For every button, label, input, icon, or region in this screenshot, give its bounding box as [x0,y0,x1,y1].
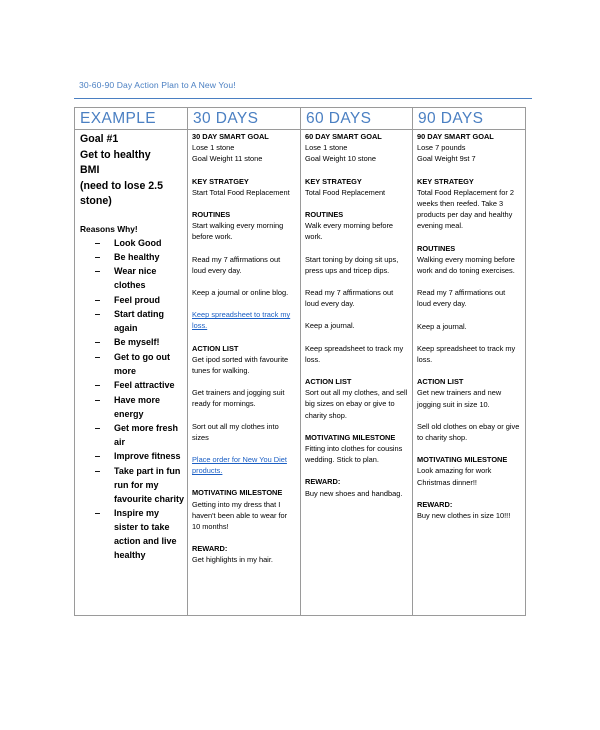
milestone-section [192,487,296,532]
dash-bullet-icon: ‒ [95,294,101,305]
list-item [95,250,187,264]
routine-text: Start walking every morning before work. [192,221,284,242]
routine-item [305,254,408,276]
goal-line: Goal Weight 10 stone [305,154,376,164]
action-text: Get trainers and jogging suit ready for mornings. [192,388,285,409]
action-item [417,421,521,443]
smart-goal-section [192,131,296,165]
reason-text: Get more fresh air [114,423,179,448]
routine-item [305,320,408,331]
goal-line: stone) [80,195,112,207]
strategy-section [305,176,408,198]
section-heading: MOTIVATING MILESTONE [192,488,283,498]
reason-text: Feel proud [114,294,161,305]
action-item [192,387,296,409]
action-section [417,376,521,410]
list-item [95,421,187,449]
dash-bullet-icon: ‒ [95,451,101,462]
section-heading: 90 DAY SMART GOAL [417,132,494,141]
dash-bullet-icon: ‒ [95,465,101,476]
list-item [95,464,187,506]
document-title: 30-60-90 Day Action Plan to A New You! [79,80,236,90]
goal-line: Lose 1 stone [192,143,235,153]
section-heading: ACTION LIST [305,377,352,387]
action-plan-table [74,107,526,616]
strategy-text: Start Total Food Replacement [192,187,290,197]
strategy-text: Total Food Replacement for 2 weeks then reefed. Take 3 products per day and healthy evening meal. [417,187,514,231]
list-item [95,264,187,292]
section-heading: 30 DAY SMART GOAL [192,132,269,141]
reward-section [305,476,408,498]
section-heading: REWARD: [305,477,341,487]
goal-line: Lose 1 stone [305,143,348,153]
section-heading: KEY STRATEGY [305,176,362,186]
header-60-days: 60 DAYS [301,108,413,130]
milestone-text: Fitting into clothes for cousins wedding. Stick to plan. [305,444,403,465]
section-heading: ACTION LIST [417,377,464,387]
dash-bullet-icon: ‒ [95,237,101,248]
action-text: Sort out all my clothes, and sell big sizes on ebay or give to charity shop. [305,388,408,420]
goal-line: (need to lose 2.5 [80,179,164,192]
section-heading: REWARD: [192,544,228,554]
reason-text: Look Good [114,237,162,248]
goal-block [75,130,187,210]
reward-text: Buy new shoes and handbag. [305,488,403,498]
reason-text: Improve fitness [114,451,181,462]
day30-cell [188,130,301,616]
example-cell [75,130,188,616]
routine-item [305,343,408,365]
routine-text: Keep spreadsheet to track my loss. [417,343,516,365]
routine-text: Keep a journal or online blog. [192,288,289,298]
action-section [192,343,296,377]
goal-line: BMI [80,164,100,176]
routine-text: Walking every morning before work and do toning exercises. [417,254,515,276]
list-item [95,378,187,392]
dash-bullet-icon: ‒ [95,394,101,405]
section-heading: ACTION LIST [192,343,239,353]
routine-text: Walk every morning before work. [305,221,394,242]
reason-text: Take part in fun run for my favourite charity [114,465,185,504]
title-divider [74,98,532,99]
section-heading: MOTIVATING MILESTONE [417,455,508,465]
section-heading: KEY STRATGEY [192,176,249,186]
order-link[interactable]: Place order for New You Diet products. [192,455,287,476]
routine-item [192,254,296,276]
action-item [192,421,296,443]
header-row [75,108,526,130]
list-item [95,236,187,250]
routine-text: Read my 7 affirmations out loud every day. [305,288,394,309]
milestone-text: Look amazing for work Christmas dinner!! [417,466,492,487]
strategy-text: Total Food Replacement [305,187,386,197]
reason-text: Feel attractive [114,380,175,391]
header-example: EXAMPLE [75,108,188,130]
list-item [95,506,187,562]
section-heading: MOTIVATING MILESTONE [305,432,396,442]
action-text: Sell old clothes on ebay or give to charity shop. [417,421,520,443]
reasons-list [75,234,187,563]
reward-text: Buy new clothes in size 10!!! [417,511,511,521]
strategy-section [417,176,521,232]
reason-text: Have more energy [114,394,161,419]
strategy-section [192,176,296,198]
plan-row [75,130,526,616]
routines-section [305,209,408,243]
milestone-section [417,454,521,488]
routines-section [417,243,521,277]
list-item [95,350,187,378]
routine-item [192,309,296,331]
section-heading: REWARD: [417,499,453,509]
routines-section [192,209,296,243]
section-heading: ROUTINES [192,210,231,220]
reason-text: Be healthy [114,251,160,262]
reasons-title: Reasons Why! [80,223,138,234]
list-item [95,335,187,349]
milestone-text: Getting into my dress that I haven't been able to wear for 10 months! [192,499,288,532]
routine-text: Keep spreadsheet to track my loss. [305,343,404,364]
routine-text: Start toning by doing sit ups, press ups and tricep dips. [305,254,399,275]
header-30-days: 30 DAYS [188,108,301,130]
reason-text: Inspire my sister to take action and live healthy [114,508,177,561]
reward-section [192,543,296,565]
list-item [95,307,187,335]
routine-text: Keep a journal. [305,321,355,331]
goal-line: Get to healthy [80,148,151,161]
day90-cell [413,130,526,616]
dash-bullet-icon: ‒ [95,423,101,434]
section-heading: ROUTINES [417,243,456,253]
action-text: Get ipod sorted with favourite tunes for walking. [192,354,289,376]
reward-section [417,499,521,521]
list-item [95,393,187,421]
routine-text: Read my 7 affirmations out loud every day. [192,254,281,275]
reward-text: Get highlights in my hair. [192,555,273,565]
routine-item [417,343,521,365]
header-90-days: 90 DAYS [413,108,526,130]
routine-item [192,287,296,298]
routine-item [417,287,521,309]
milestone-section [305,432,408,466]
routine-item [305,287,408,309]
action-text: Get new trainers and new jogging suit in size 10. [417,388,502,409]
reason-text: Wear nice clothes [114,266,157,291]
action-text: Sort out all my clothes into sizes [192,421,279,442]
section-heading: KEY STRATEGY [417,176,474,186]
goal-line: Goal Weight 9st 7 [417,154,476,164]
goal-line: Goal Weight 11 stone [192,154,263,164]
dash-bullet-icon: ‒ [95,251,101,262]
reason-text: Be myself! [114,337,160,348]
day60-cell [301,130,413,616]
dash-bullet-icon: ‒ [95,309,101,320]
routine-text: Keep a journal. [417,321,467,331]
routine-text: Read my 7 affirmations out loud every day. [417,288,506,309]
dash-bullet-icon: ‒ [95,508,101,519]
goal-line: Lose 7 pounds [417,143,466,153]
list-item [95,293,187,307]
dash-bullet-icon: ‒ [95,380,101,391]
routine-item [417,321,521,332]
smart-goal-section [417,131,521,165]
dash-bullet-icon: ‒ [95,337,101,348]
smart-goal-section [305,131,408,165]
spreadsheet-link[interactable]: Keep spreadsheet to track my loss. [192,310,291,331]
reason-text: Get to go out more [114,351,170,376]
goal-line: Goal #1 [80,133,119,145]
section-heading: 60 DAY SMART GOAL [305,132,382,141]
list-item [95,449,187,463]
dash-bullet-icon: ‒ [95,351,101,362]
reason-text: Start dating again [114,309,165,334]
section-heading: ROUTINES [305,210,344,220]
dash-bullet-icon: ‒ [95,266,101,277]
action-section [305,376,408,421]
action-item [192,454,296,476]
